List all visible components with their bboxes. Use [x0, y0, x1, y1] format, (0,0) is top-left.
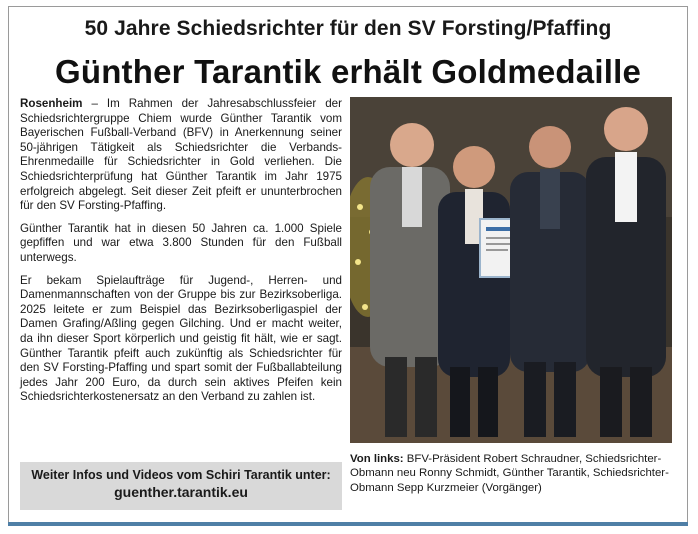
- paragraph-2: Günther Tarantik hat in diesen 50 Jahren ca. 1.000 Spiele gepfiffen und war etwa 3.800 Stunden für den Fußball unterwegs.: [20, 221, 342, 264]
- award-photo: [350, 97, 672, 443]
- paragraph-1-text: – Im Rahmen der Jahresabschlussfeier der Schiedsrichtergruppe Chiem wurde Günther Tarantik vom Bayerischen Fußball-Verband (BFV) in Anerkennung seiner 50-jährigen Tätigkeit als Schiedsrichter die Verbands-Ehrenmedaille für Schiedsrichter in Gold verliehen. Die Schiedsrichterprüfung hat Günther Tarantik im Jahr 1975 erfolgreich abgelegt. Seit dieser Zeit pfeift er ununterbrochen für den SV Forsting-Pfaffing.: [20, 97, 342, 213]
- info-box-link[interactable]: guenther.tarantik.eu: [114, 484, 248, 500]
- info-box-label: Weiter Infos und Videos vom Schiri Tarantik unter:: [31, 468, 331, 482]
- article-body: [20, 97, 342, 413]
- paragraph-1: [20, 97, 342, 214]
- caption-text: BFV-Präsident Robert Schraudner, Schiedsrichter- Obmann neu Ronny Schmidt, Günther Tarantik, Schiedsrichter-Obmann Sepp Kurzmeier (Vorgänger): [350, 453, 669, 494]
- info-box: [20, 462, 342, 510]
- dateline: Rosenheim: [20, 97, 83, 110]
- award-photo-illustration: [350, 97, 672, 443]
- article-subhead: 50 Jahre Schiedsrichter für den SV Forsting/Pfaffing: [84, 17, 612, 40]
- photo-caption: [350, 452, 672, 495]
- article-headline: Günther Tarantik erhält Goldmedaille: [54, 53, 642, 90]
- caption-lead: Von links:: [350, 453, 404, 465]
- paragraph-3: Er bekam Spielaufträge für Jugend-, Herren- und Damenmannschaften von der Gruppe bis zur Bezirksoberliga. 2025 leitete er zum Beispiel das Bezirksoberligaspiel der Damen Grafing/Aßling gegen Gilching. Und er macht weiter, da ihn dieser Sport körperlich und geistig fit hält, wie er sagt. Günther Tarantik pfeift auch zukünftig als Schiedsrichter für den SV Forsting-Pfaffing und spart somit der Fußballabteilung jedes Jahr 200 Euro, da durch sein aktives Pfeifen kein Schiedsrichterkostenersatz an den Verband zu zahlen ist.: [20, 273, 342, 404]
- bottom-rule: [8, 522, 688, 526]
